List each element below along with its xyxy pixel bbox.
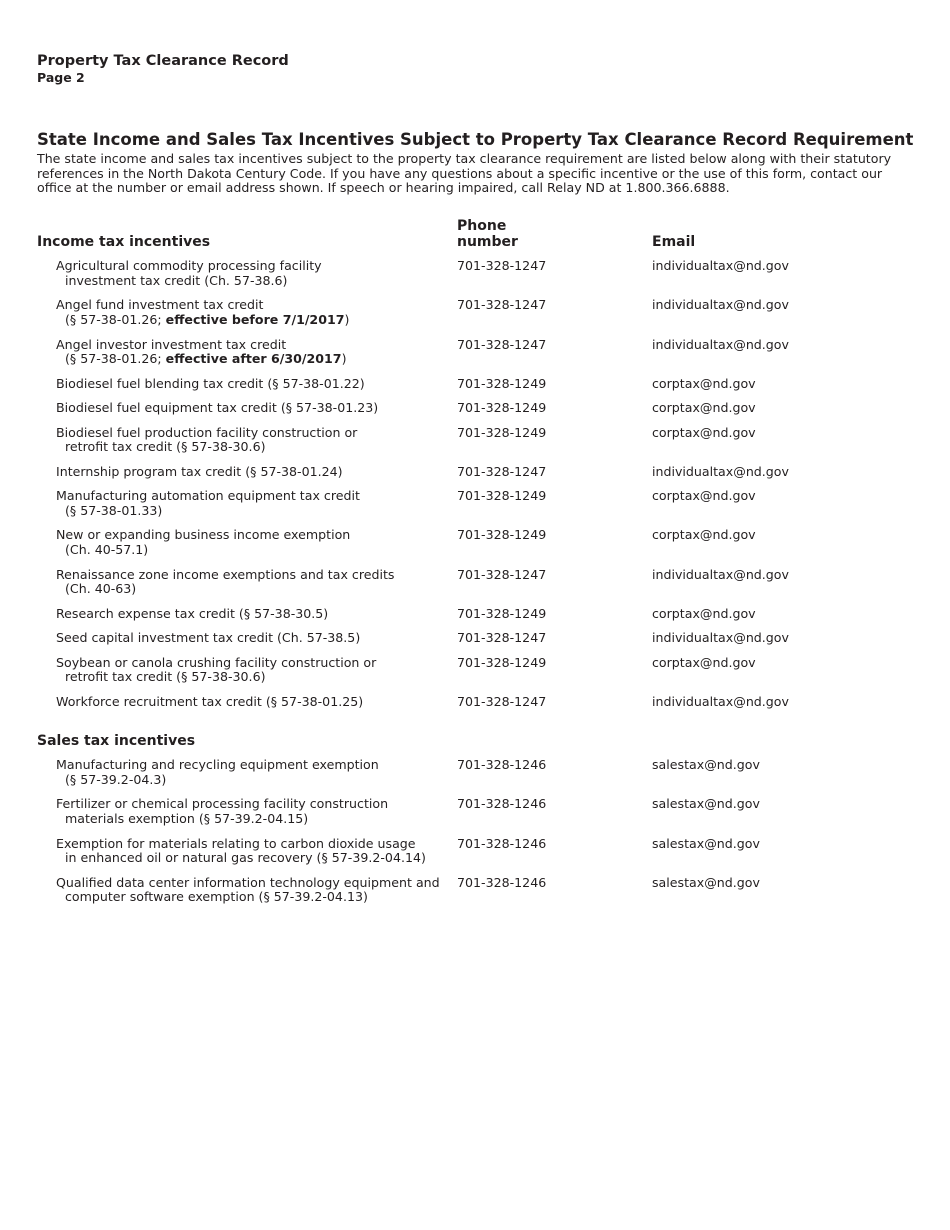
incentive-name <box>56 695 363 710</box>
effective-date-note: effective after 6/30/2017 <box>165 351 342 367</box>
incentive-name-line1: Exemption for materials relating to carbon dioxide usage <box>56 835 416 851</box>
incentive-name <box>56 338 346 367</box>
intro-paragraph <box>37 152 897 196</box>
statute-reference: (§ 57-38-01.26; <box>65 311 166 327</box>
page-number: Page 2 <box>37 70 85 85</box>
incentive-name-line1: Manufacturing automation equipment tax credit <box>56 488 360 504</box>
incentive-name-line1: Angel fund investment tax credit <box>56 297 264 313</box>
phone-number: 701-328-1247 <box>457 566 547 582</box>
phone-number: 701-328-1249 <box>457 606 547 621</box>
incentive-name-line1: Research expense tax credit (§ 57-38-30.5) <box>56 606 329 621</box>
intro-line: references in the North Dakota Century Code. If you have any questions about a specific incentive or the use of this form, contact our <box>37 165 883 181</box>
incentive-name <box>56 876 440 905</box>
incentive-name-line1: Angel investor investment tax credit <box>56 336 287 352</box>
incentive-name-line1: Biodiesel fuel equipment tax credit (§ 57-38-01.23) <box>56 400 379 416</box>
intro-line: The state income and sales tax incentives subject to the property tax clearance requirement are listed below along with their statutory <box>37 151 892 166</box>
phone-number: 701-328-1247 <box>457 336 547 352</box>
column-header-email: Email <box>652 234 696 250</box>
incentive-name <box>56 401 378 416</box>
email-address: individualtax@nd.gov <box>652 258 789 273</box>
incentive-name <box>56 758 379 787</box>
email-address: individualtax@nd.gov <box>652 630 789 646</box>
incentive-name-line2 <box>56 313 349 328</box>
incentive-name-line2: materials exemption (§ 57-39.2-04.15) <box>65 810 309 826</box>
section-heading: State Income and Sales Tax Incentives Subject to Property Tax Clearance Record Requirement <box>37 130 914 149</box>
incentive-name-line1: Workforce recruitment tax credit (§ 57-38-01.25) <box>56 693 364 709</box>
incentive-name-line1: Manufacturing and recycling equipment exemption <box>56 757 379 772</box>
incentive-name-line1: Biodiesel fuel blending tax credit (§ 57-38-01.22) <box>56 375 365 391</box>
phone-number: 701-328-1249 <box>457 654 547 670</box>
column-header-income: Income tax incentives <box>37 234 211 250</box>
incentive-name-line2: retrofit tax credit (§ 57-38-30.6) <box>65 669 266 685</box>
column-header-phone-line1: Phone <box>457 218 507 234</box>
phone-number: 701-328-1247 <box>457 630 547 646</box>
incentive-name-line1: New or expanding business income exemption <box>56 527 351 543</box>
phone-number: 701-328-1246 <box>457 796 547 812</box>
phone-number: 701-328-1247 <box>457 463 547 479</box>
incentive-name <box>56 607 328 622</box>
form-title: Property Tax Clearance Record <box>37 53 289 69</box>
incentive-name-line1: Internship program tax credit (§ 57-38-01.24) <box>56 463 343 479</box>
phone-number: 701-328-1247 <box>457 693 547 709</box>
incentive-name-line2: retrofit tax credit (§ 57-38-30.6) <box>65 439 266 455</box>
phone-number: 701-328-1246 <box>457 835 547 851</box>
email-address: salestax@nd.gov <box>652 757 760 772</box>
sales-section-heading: Sales tax incentives <box>37 733 196 749</box>
email-address: corptax@nd.gov <box>652 375 756 391</box>
effective-date-note: effective before 7/1/2017 <box>165 311 345 327</box>
incentive-name <box>56 656 376 685</box>
incentive-name-line1: Soybean or canola crushing facility construction or <box>56 654 377 670</box>
incentive-name-line2: computer software exemption (§ 57-39.2-04.13) <box>65 889 368 905</box>
email-address: salestax@nd.gov <box>652 835 760 851</box>
closing-paren: ) <box>341 351 347 367</box>
email-address: individualtax@nd.gov <box>652 336 789 352</box>
statute-reference: (§ 57-38-01.26; <box>65 351 166 367</box>
closing-paren: ) <box>344 311 350 327</box>
email-address: salestax@nd.gov <box>652 874 760 890</box>
email-address: individualtax@nd.gov <box>652 693 789 709</box>
incentive-name-line2: (Ch. 40-63) <box>65 581 137 597</box>
email-address: corptax@nd.gov <box>652 527 756 543</box>
phone-number: 701-328-1249 <box>457 400 547 416</box>
phone-number: 701-328-1249 <box>457 424 547 440</box>
email-address: corptax@nd.gov <box>652 400 756 416</box>
intro-line: office at the number or email address shown. If speech or hearing impaired, call Relay ND at 1.800.366.6888. <box>37 180 730 196</box>
email-address: corptax@nd.gov <box>652 424 756 440</box>
incentive-name <box>56 568 394 597</box>
phone-number: 701-328-1249 <box>457 527 547 543</box>
incentive-name-line2: investment tax credit (Ch. 57-38.6) <box>65 272 288 288</box>
phone-number: 701-328-1247 <box>457 297 547 313</box>
incentive-name-line1: Seed capital investment tax credit (Ch. 57-38.5) <box>56 630 361 646</box>
email-address: salestax@nd.gov <box>652 796 760 812</box>
incentive-name-line2: (Ch. 40-57.1) <box>65 541 149 557</box>
incentive-name-line2 <box>56 352 346 367</box>
incentive-name-line1: Renaissance zone income exemptions and tax credits <box>56 566 395 582</box>
email-address: corptax@nd.gov <box>652 488 756 504</box>
incentive-name <box>56 797 388 826</box>
email-address: individualtax@nd.gov <box>652 566 789 582</box>
email-address: individualtax@nd.gov <box>652 463 789 479</box>
incentive-name-line1: Qualified data center information technology equipment and <box>56 874 440 890</box>
incentive-name <box>56 837 426 866</box>
incentive-name <box>56 465 343 480</box>
incentive-name <box>56 426 357 455</box>
incentive-name <box>56 298 349 327</box>
phone-number: 701-328-1246 <box>457 757 547 772</box>
incentive-name-line2: (§ 57-38-01.33) <box>65 502 163 518</box>
phone-number: 701-328-1249 <box>457 375 547 391</box>
incentive-name <box>56 377 365 392</box>
incentive-name-line2: (§ 57-39.2-04.3) <box>65 771 167 787</box>
email-address: individualtax@nd.gov <box>652 297 789 313</box>
phone-number: 701-328-1249 <box>457 488 547 504</box>
email-address: corptax@nd.gov <box>652 606 756 621</box>
incentive-name-line1: Fertilizer or chemical processing facility construction <box>56 796 389 812</box>
incentive-name <box>56 489 360 518</box>
incentive-name <box>56 631 360 646</box>
incentive-name-line1: Agricultural commodity processing facility <box>56 258 322 273</box>
incentive-name-line2: in enhanced oil or natural gas recovery (§ 57-39.2-04.14) <box>65 850 426 866</box>
phone-number: 701-328-1247 <box>457 258 547 273</box>
column-header-phone <box>457 218 518 250</box>
email-address: corptax@nd.gov <box>652 654 756 670</box>
column-header-phone-line2: number <box>457 234 518 250</box>
incentive-name-line1: Biodiesel fuel production facility construction or <box>56 424 358 440</box>
incentive-name <box>56 259 322 288</box>
incentive-name <box>56 528 350 557</box>
phone-number: 701-328-1246 <box>457 874 547 890</box>
